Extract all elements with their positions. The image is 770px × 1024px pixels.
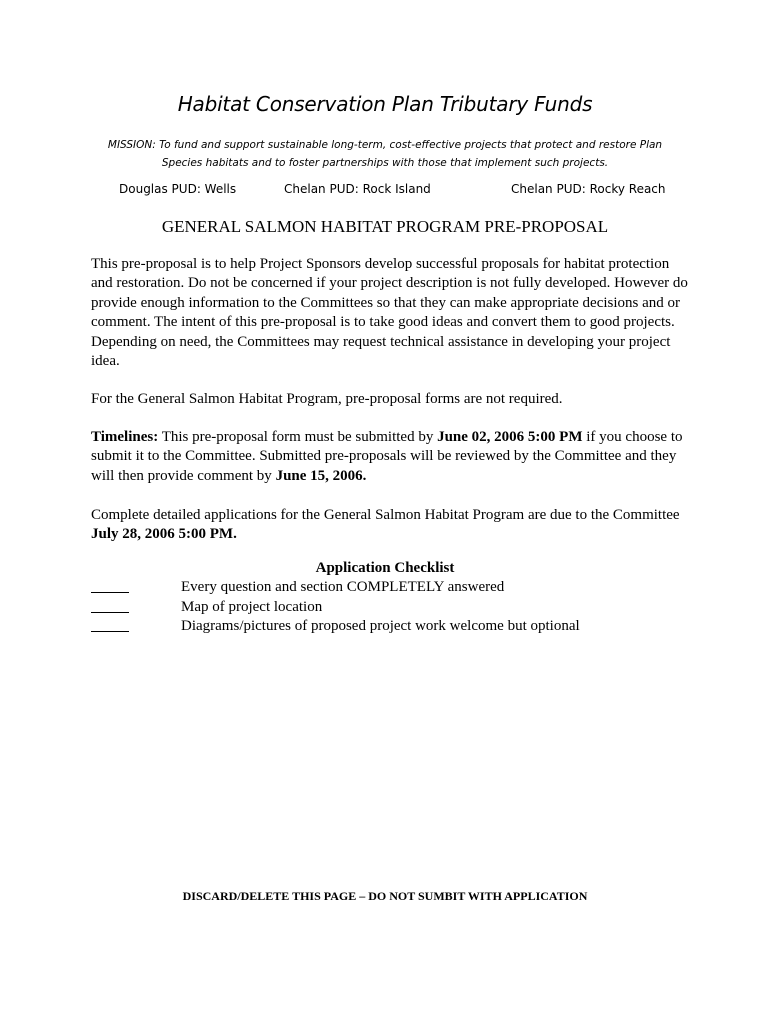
submission-deadline: June 02, 2006 5:00 PM	[437, 429, 583, 445]
checklist-item	[91, 617, 691, 637]
checklist-item-label: Map of project location	[181, 598, 323, 615]
discard-notice: DISCARD/DELETE THIS PAGE – DO NOT SUMBIT WITH APPLICATION	[182, 889, 588, 903]
intro-paragraph: This pre-proposal is to help Project Sponsors develop successful proposals for habitat protection and restoration. Do not be concerned if your project description is not fully developed. However do provide enough information to the Committees so that they can make appropriate decisions and or comment. The intent of this pre-proposal is to take good ideas and convert them to good projects. Depending on need, the Committees may request technical assistance in developing your project idea.	[91, 256, 688, 370]
document-title: Habitat Conservation Plan Tributary Funds	[177, 92, 593, 116]
checklist-item	[91, 598, 691, 618]
checkbox-blank[interactable]	[91, 592, 129, 593]
applications-text: Complete detailed applications for the General Salmon Habitat Program are due to the Committee	[91, 507, 680, 523]
mission-line: Species habitats and to foster partnerships with those that implement such projects.	[161, 157, 609, 169]
pud-rocky-reach: Chelan PUD: Rocky Reach	[511, 182, 666, 196]
checklist-title-text: Application Checklist	[315, 560, 455, 576]
timelines-text: if you choose to submit it to the Committee. Submitted pre-proposals will be reviewed by the Committee and they will then provide comment by	[91, 429, 683, 484]
applications-paragraph	[91, 506, 691, 545]
application-checklist	[91, 578, 691, 637]
pud-rock-island: Chelan PUD: Rock Island	[284, 182, 431, 196]
pud-wells: Douglas PUD: Wells	[119, 182, 237, 196]
mission-line: MISSION: To fund and support sustainable long-term, cost-effective projects that protect and restore Plan	[107, 139, 663, 151]
mission-statement	[80, 136, 690, 172]
checklist-title	[0, 560, 770, 577]
checkbox-blank[interactable]	[91, 612, 129, 613]
application-deadline: July 28, 2006 5:00 PM.	[91, 526, 237, 543]
checkbox-blank[interactable]	[91, 631, 129, 632]
comment-date: June 15, 2006.	[275, 467, 367, 484]
checklist-item	[91, 578, 691, 598]
forms-note: For the General Salmon Habitat Program, pre-proposal forms are not required.	[91, 391, 563, 407]
timelines-paragraph	[91, 428, 691, 486]
timelines-text: This pre-proposal form must be submitted by	[158, 429, 438, 445]
checklist-item-label: Diagrams/pictures of proposed project work welcome but optional	[181, 618, 580, 634]
timelines-label: Timelines:	[91, 429, 159, 445]
checklist-item-label: Every question and section COMPLETELY answered	[181, 579, 505, 595]
program-heading: GENERAL SALMON HABITAT PROGRAM PRE-PROPOSAL	[161, 217, 609, 236]
